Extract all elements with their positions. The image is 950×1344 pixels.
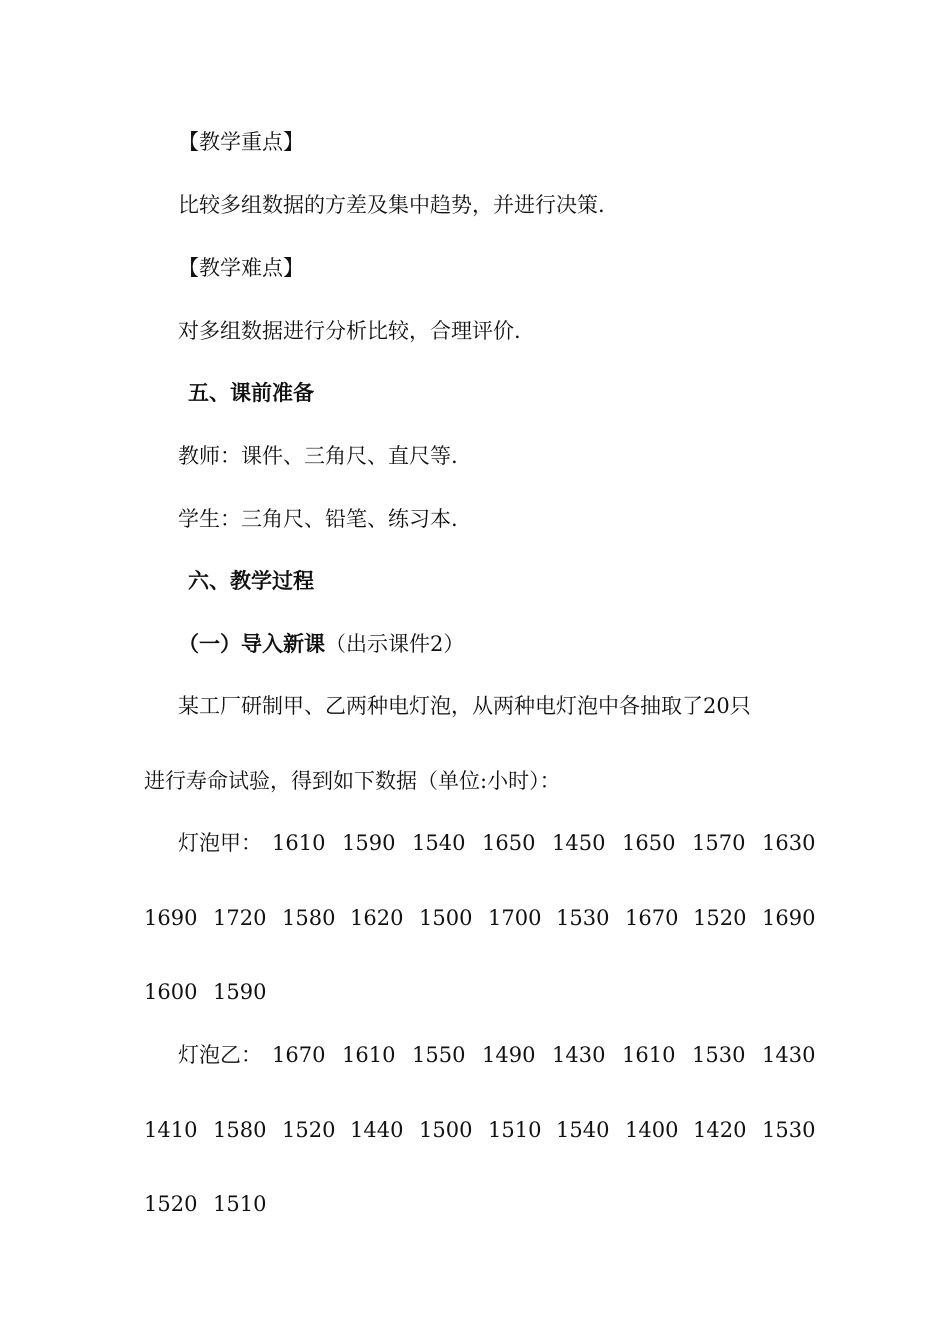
bulb-b-value: 1530 [762, 1118, 816, 1142]
key-points-text: 比较多组数据的方差及集中趋势，并进行决策. [178, 193, 605, 217]
bulb-a-value: 1630 [762, 831, 816, 855]
bulb-a-value: 1500 [419, 906, 473, 930]
bulb-b-value: 1510 [488, 1118, 542, 1142]
section-5-title: 五、课前准备 [188, 381, 314, 405]
bulb-b-value: 1430 [552, 1043, 606, 1067]
bulb-a-value: 1610 [272, 831, 326, 855]
bulb-b-value: 1670 [272, 1043, 326, 1067]
bulb-a-value: 1570 [692, 831, 746, 855]
bulb-a-value: 1670 [625, 906, 679, 930]
bulb-a-value: 1580 [282, 906, 336, 930]
student-preparation: 学生：三角尺、铅笔、练习本. [178, 507, 458, 531]
bulb-b-value: 1610 [342, 1043, 396, 1067]
bulb-a-label: 灯泡甲： [178, 831, 262, 855]
bulb-b-value: 1540 [556, 1118, 610, 1142]
bulb-b-value: 1440 [350, 1118, 404, 1142]
bulb-b-value: 1530 [692, 1043, 746, 1067]
bulb-b-value: 1610 [622, 1043, 676, 1067]
bulb-b-value: 1550 [412, 1043, 466, 1067]
bulb-a-value: 1530 [556, 906, 610, 930]
bulb-a-value: 1590 [213, 980, 267, 1004]
bulb-b-value: 1430 [762, 1043, 816, 1067]
bulb-a-value: 1690 [762, 906, 816, 930]
subsection-1-note: （出示课件2） [325, 632, 465, 656]
subsection-1-heading [178, 630, 464, 658]
bulb-b-value: 1500 [419, 1118, 473, 1142]
bulb-a-value: 1650 [482, 831, 536, 855]
bulb-b-value: 1410 [144, 1118, 198, 1142]
subsection-1-title: （一）导入新课 [178, 632, 325, 656]
difficulties-text: 对多组数据进行分析比较，合理评价. [178, 319, 521, 343]
bulb-a-value: 1620 [350, 906, 404, 930]
bulb-a-value: 1650 [622, 831, 676, 855]
bulb-b-label: 灯泡乙： [178, 1043, 262, 1067]
bulb-a-value: 1720 [213, 906, 267, 930]
heading-difficulties: 【教学难点】 [178, 256, 304, 280]
bulb-b-value: 1400 [625, 1118, 679, 1142]
bulb-a-value: 1700 [488, 906, 542, 930]
intro-line-1: 某工厂研制甲、乙两种电灯泡，从两种电灯泡中各抽取了20只 [178, 694, 751, 718]
bulb-b-value: 1520 [144, 1192, 198, 1216]
bulb-b-value: 1520 [282, 1118, 336, 1142]
intro-line-2: 进行寿命试验，得到如下数据（单位:小时）： [144, 769, 561, 793]
heading-key-points: 【教学重点】 [178, 130, 304, 154]
bulb-b-value: 1420 [693, 1118, 747, 1142]
bulb-b-value: 1510 [213, 1192, 267, 1216]
bulb-a-value: 1540 [412, 831, 466, 855]
bulb-a-value: 1600 [144, 980, 198, 1004]
teacher-preparation: 教师：课件、三角尺、直尺等. [178, 444, 458, 468]
bulb-a-value: 1520 [693, 906, 747, 930]
bulb-a-value: 1590 [342, 831, 396, 855]
bulb-b-value: 1580 [213, 1118, 267, 1142]
section-6-title: 六、教学过程 [188, 569, 314, 593]
bulb-a-value: 1450 [552, 831, 606, 855]
bulb-b-value: 1490 [482, 1043, 536, 1067]
bulb-a-value: 1690 [144, 906, 198, 930]
